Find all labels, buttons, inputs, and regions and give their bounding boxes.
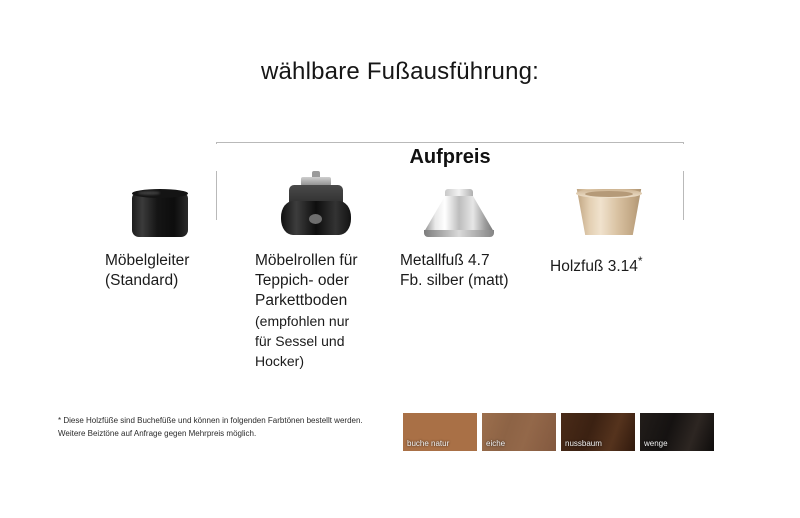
- option-label-line4: (empfohlen nur: [255, 313, 350, 329]
- castor-wheel-icon: [255, 175, 405, 237]
- wood-block-foot-icon: [550, 175, 700, 237]
- footnote-marker: *: [637, 254, 643, 268]
- swatch-wenge[interactable]: [640, 413, 714, 451]
- page-title: wählbare Fußausführung:: [260, 58, 540, 85]
- option-metallfuss[interactable]: [400, 175, 550, 291]
- option-label-line1: Möbelrollen für: [255, 252, 358, 269]
- option-moebelgleiter[interactable]: [105, 175, 255, 291]
- option-label-line1: Holzfuß 3.14: [550, 258, 638, 276]
- footnote-line1: * Diese Holzfüße sind Buchefüße und können in folgenden Farbtönen bestellt werden.: [58, 416, 363, 425]
- swatch-label: wenge: [644, 439, 668, 448]
- option-label-line2: (Standard): [105, 272, 179, 289]
- wood-swatch-row: [403, 413, 714, 451]
- option-label-line2: Fb. silber (matt): [400, 272, 509, 289]
- option-caption: [400, 251, 550, 291]
- aufpreis-label: Aufpreis: [216, 144, 684, 171]
- swatch-buche-natur[interactable]: [403, 413, 477, 451]
- footnote-line2: Weitere Beiztöne auf Anfrage gegen Mehrpreis möglich.: [58, 429, 257, 438]
- option-caption: [550, 251, 700, 277]
- option-moebelrollen[interactable]: [255, 175, 405, 371]
- furniture-glide-icon: [105, 175, 255, 237]
- swatch-nussbaum[interactable]: [561, 413, 635, 451]
- option-label-line6: Hocker): [255, 353, 305, 369]
- metal-cone-foot-icon: [400, 175, 550, 237]
- swatch-label: eiche: [486, 439, 506, 448]
- option-holzfuss[interactable]: [550, 175, 700, 277]
- option-list: [60, 175, 740, 385]
- swatch-label: nussbaum: [565, 439, 602, 448]
- option-caption: [255, 251, 405, 371]
- option-label-line3: Parkettboden: [255, 292, 348, 309]
- option-label-line1: Metallfuß 4.7: [400, 252, 490, 269]
- footnote: [58, 414, 398, 440]
- swatch-eiche[interactable]: [482, 413, 556, 451]
- option-caption: [105, 251, 255, 291]
- swatch-label: buche natur: [407, 439, 450, 448]
- option-label-line5: für Sessel und: [255, 333, 345, 349]
- option-label-line2: Teppich- oder: [255, 272, 349, 289]
- option-label-line1: Möbelgleiter: [105, 252, 190, 269]
